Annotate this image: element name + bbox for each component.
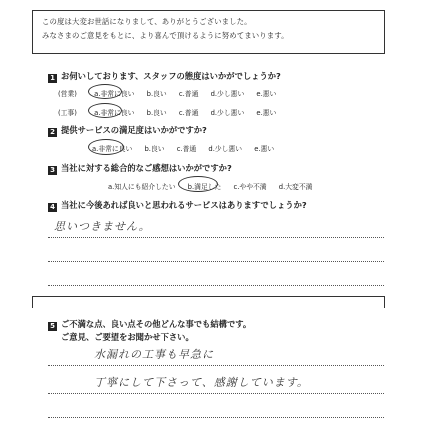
q2-option-c[interactable]: c.普通 — [176, 145, 197, 153]
q3-option-a[interactable]: a.知人にも紹介したい — [108, 183, 176, 191]
q5-handwritten-answer-2: 丁寧にして下さって、感謝しています。 — [94, 376, 309, 389]
intro-line-1: この度は大変お世話になりまして、ありがとうございました。 — [42, 17, 252, 26]
q2-option-d[interactable]: d.少し悪い — [208, 145, 243, 153]
q1-construction-option-b[interactable]: b.良い — [146, 109, 167, 117]
q3-selection-circle — [178, 176, 218, 192]
q5-handwritten-answer-1: 水漏れの工事も早急に — [94, 348, 214, 361]
q1-construction-option-a[interactable]: a.非常に良い — [94, 109, 135, 117]
question-1 — [48, 70, 281, 83]
question-1-text: お伺いしております、スタッフの態度はいかがでしょうか? — [61, 71, 281, 81]
q1-sales-option-d[interactable]: d.少し悪い — [210, 90, 245, 98]
q1-construction-selection-circle — [88, 103, 122, 118]
question-2 — [48, 124, 207, 137]
question-2-text: 提供サービスの満足度はいかがですか? — [61, 125, 207, 135]
question-3-text: 当社に対する総合的なご感想はいかがですか? — [61, 163, 232, 173]
question-3 — [48, 162, 232, 175]
q2-option-e[interactable]: e.悪い — [254, 145, 275, 153]
q3-option-b[interactable]: b.満足した — [187, 183, 222, 191]
intro-line-2: みなさまのご意見をもとに、より喜んで頂けるように努めてまいります。 — [42, 31, 289, 40]
question-4-text: 当社に今後あれば良いと思われるサービスはありますでしょうか? — [61, 200, 307, 210]
q3-option-d[interactable]: d.大変不満 — [278, 183, 313, 191]
question-4 — [48, 199, 307, 212]
answer-line — [48, 365, 384, 366]
q2-option-b[interactable]: b.良い — [144, 145, 165, 153]
q3-option-c[interactable]: c.やや不満 — [233, 183, 267, 191]
q1-construction-option-c[interactable]: c.普通 — [178, 109, 199, 117]
q1-sales-option-b[interactable]: b.良い — [146, 90, 167, 98]
q1-construction-option-d[interactable]: d.少し悪い — [210, 109, 245, 117]
answer-line — [48, 237, 384, 238]
section-divider — [32, 296, 385, 308]
question-5-line-1: ご不満な点、良い点その他どんな事でも結構です。 — [61, 319, 252, 329]
question-5-line-2: ご意見、ご要望をお聞かせ下さい。 — [61, 332, 194, 342]
question-2-number: 2 — [48, 128, 57, 137]
q1-sales-option-a[interactable]: a.非常に良い — [94, 90, 135, 98]
q1-sales-selection-circle — [88, 84, 122, 99]
question-3-number: 3 — [48, 166, 57, 175]
answer-line — [48, 261, 384, 262]
q2-selection-circle — [88, 139, 124, 155]
question-5 — [48, 318, 251, 331]
q2-option-a[interactable]: a.非常に良い — [92, 145, 133, 153]
answer-line — [48, 417, 384, 418]
question-1-number: 1 — [48, 74, 57, 83]
q1-construction-option-e[interactable]: e.悪い — [256, 109, 277, 117]
q1-row-sales-label: (営業) — [58, 90, 77, 98]
q1-row-construction-label: (工事) — [58, 109, 77, 117]
q1-sales-option-c[interactable]: c.普通 — [178, 90, 199, 98]
answer-line — [48, 393, 384, 394]
q1-sales-option-e[interactable]: e.悪い — [256, 90, 277, 98]
intro-box — [32, 10, 385, 54]
q4-handwritten-answer: 思いつきません。 — [54, 220, 151, 233]
answer-line — [48, 285, 384, 286]
question-4-number: 4 — [48, 203, 57, 212]
question-5-number: 5 — [48, 322, 57, 331]
